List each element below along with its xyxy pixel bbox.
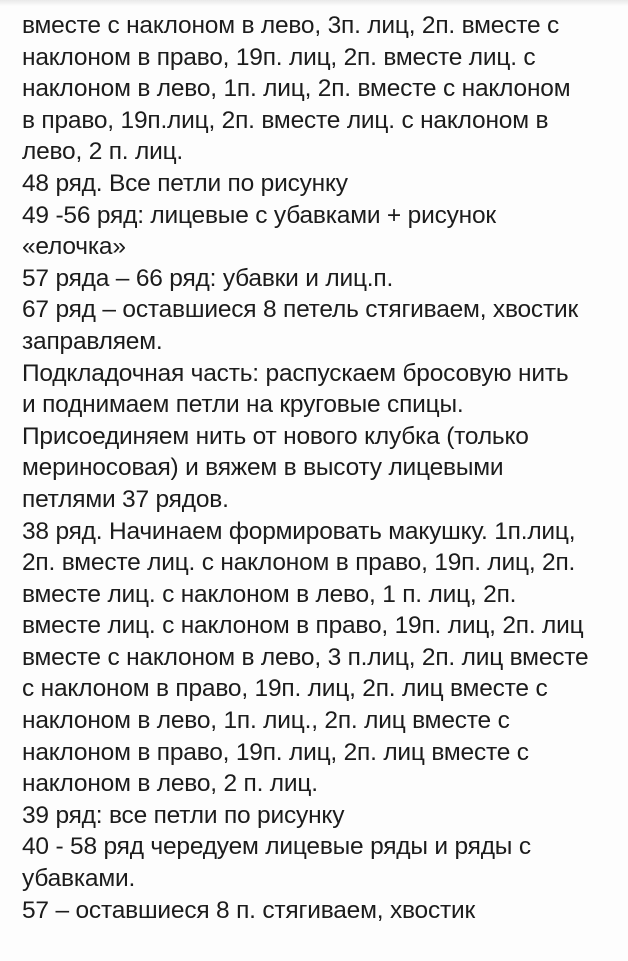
text-line: 39 ряд: все петли по рисунку <box>22 801 345 829</box>
text-line: 38 ряд. Начинаем формировать макушку. 1п.лиц, <box>22 517 576 545</box>
text-line: с наклоном в право, 19п. лиц, 2п. лиц вместе с <box>22 675 548 703</box>
text-line: «елочка» <box>22 233 126 261</box>
text-line: заправляем. <box>22 327 163 355</box>
text-line: в право, 19п.лиц, 2п. вместе лиц. с наклоном в <box>22 106 549 134</box>
text-line: мериносовая) и вяжем в высоту лицевыми <box>22 454 504 482</box>
text-line: 57 – оставшиеся 8 п. стягиваем, хвостик <box>22 896 476 924</box>
text-line: наклоном в право, 19п. лиц, 2п. вместе лиц. с <box>22 43 536 71</box>
text-line: 49 -56 ряд: лицевые с убавками + рисунок <box>22 201 496 229</box>
text-line: наклоном в право, 19п. лиц, 2п. лиц вместе с <box>22 738 529 766</box>
text-line: 57 ряда – 66 ряд: убавки и лиц.п. <box>22 264 394 292</box>
text-line: наклоном в лево, 2 п. лиц. <box>22 770 318 798</box>
text-line: наклоном в лево, 1п. лиц., 2п. лиц вместе с <box>22 707 510 735</box>
text-line: Подкладочная часть: распускаем бросовую нить <box>22 359 569 387</box>
cropped-line-edge <box>0 0 628 6</box>
text-line: и поднимаем петли на круговые спицы. <box>22 391 464 419</box>
text-line: 2п. вместе лиц. с наклоном в право, 19п. лиц, 2п. <box>22 549 576 577</box>
text-line: 48 ряд. Все петли по рисунку <box>22 169 348 197</box>
text-line: убавками. <box>22 865 136 893</box>
text-line: вместе лиц. с наклоном в лево, 1 п. лиц, 2п. <box>22 580 517 608</box>
text-line: лево, 2 п. лиц. <box>22 138 184 166</box>
text-line: 67 ряд – оставшиеся 8 петель стягиваем, хвостик <box>22 296 579 324</box>
text-line: наклоном в лево, 1п. лиц, 2п. вместе с наклоном <box>22 75 571 103</box>
text-line: вместе с наклоном в лево, 3п. лиц, 2п. вместе с <box>22 12 560 39</box>
text-line: 40 - 58 ряд чередуем лицевые ряды и ряды с <box>22 833 531 861</box>
text-line: Присоединяем нить от нового клубка (только <box>22 422 529 450</box>
text-line: петлями 37 рядов. <box>22 485 229 513</box>
text-line: вместе лиц. с наклоном в право, 19п. лиц, 2п. лиц <box>22 612 584 640</box>
text-line: вместе с наклоном в лево, 3 п.лиц, 2п. лиц вместе <box>22 643 589 671</box>
document-text <box>22 10 618 926</box>
